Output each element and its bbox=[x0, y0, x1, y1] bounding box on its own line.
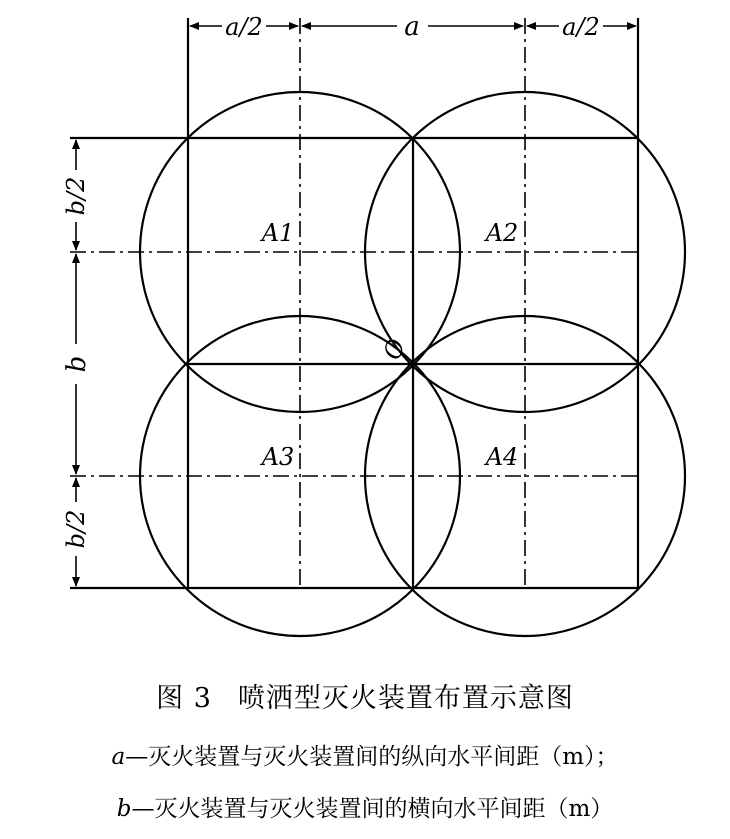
area-label-a4: A4 bbox=[485, 443, 519, 471]
legend-b-symbol: b bbox=[116, 796, 132, 822]
legend-line-a bbox=[0, 738, 730, 771]
dim-label-a-half-left: a/2 bbox=[225, 13, 263, 41]
dim-label-a-half-right: a/2 bbox=[562, 13, 600, 41]
area-label-a3: A3 bbox=[261, 443, 295, 471]
origin-label: O bbox=[377, 335, 412, 364]
figure-caption-title bbox=[0, 676, 730, 715]
figure-number: 图 3 bbox=[156, 683, 212, 714]
area-label-a2: A2 bbox=[485, 219, 519, 247]
legend-b-text: —灭火装置与灭火装置间的横向水平间距（m） bbox=[131, 796, 614, 822]
dim-label-b: b bbox=[62, 355, 92, 373]
legend-line-b bbox=[0, 790, 730, 823]
legend-a-symbol: a bbox=[111, 744, 126, 770]
dim-label-b-half-bottom: b/2 bbox=[62, 509, 90, 549]
grid-lines bbox=[70, 18, 638, 588]
centerlines bbox=[70, 18, 638, 588]
dim-label-b-half-top: b/2 bbox=[62, 176, 90, 216]
dim-label-a: a bbox=[404, 12, 420, 42]
legend-a-text: —灭火装置与灭火装置间的纵向水平间距（m）； bbox=[125, 744, 619, 770]
area-label-a1: A1 bbox=[261, 219, 295, 247]
figure-title: 喷洒型灭火装置布置示意图 bbox=[237, 683, 574, 714]
